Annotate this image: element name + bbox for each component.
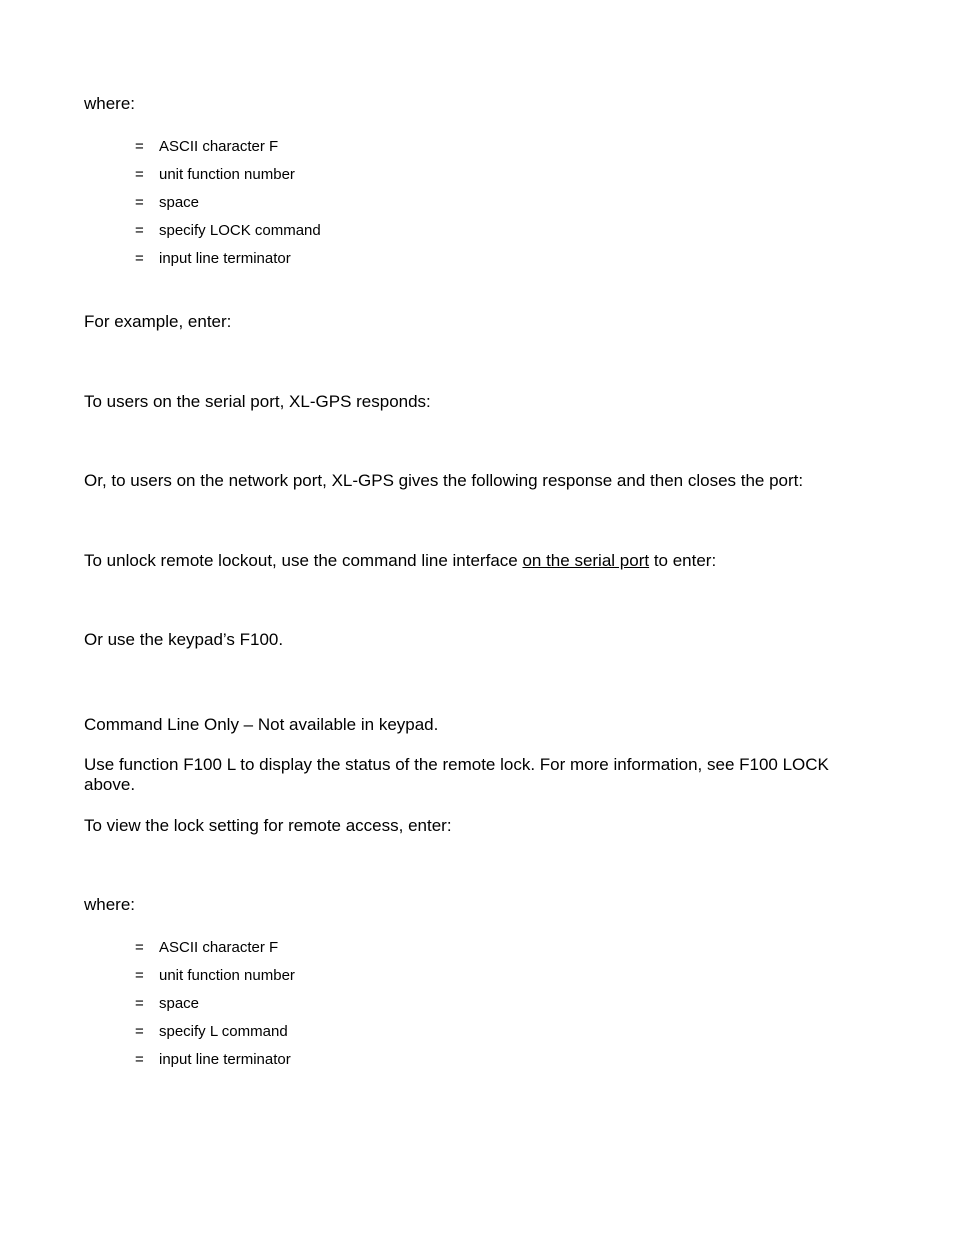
- definition-text: ASCII character F: [159, 939, 279, 956]
- definition-item: [135, 138, 278, 156]
- equals-sign: =: [135, 1051, 144, 1068]
- equals-sign: =: [135, 939, 144, 956]
- definition-item: [135, 194, 199, 212]
- definition-text: space: [159, 194, 200, 211]
- network-response-text: Or, to users on the network port, XL-GPS gives the following response and then closes the port:: [84, 471, 804, 490]
- equals-sign: =: [135, 138, 144, 155]
- definition-item: [135, 939, 278, 957]
- equals-sign: =: [135, 250, 144, 267]
- equals-sign: =: [135, 1023, 144, 1040]
- definition-text: unit function number: [159, 967, 295, 984]
- for-example-text: For example, enter:: [84, 312, 232, 331]
- where-label: where:: [84, 94, 136, 113]
- definition-text: specify LOCK command: [159, 222, 321, 239]
- serial-response-text: To users on the serial port, XL-GPS responds:: [84, 392, 431, 411]
- use-function-text: Use function F100 L to display the status of the remote lock. For more information, see F100 LOCK above.: [84, 755, 829, 794]
- unlock-text-before: To unlock remote lockout, use the command line interface: [84, 551, 523, 570]
- equals-sign: =: [135, 166, 144, 183]
- definition-item: [135, 250, 291, 268]
- definition-item: [135, 967, 295, 985]
- serial-port-underlined: on the serial port: [522, 551, 650, 570]
- definition-item: [135, 222, 321, 240]
- keypad-text: Or use the keypad’s F100.: [84, 630, 284, 649]
- equals-sign: =: [135, 967, 144, 984]
- equals-sign: =: [135, 995, 144, 1012]
- view-lock-text: To view the lock setting for remote access, enter:: [84, 816, 452, 835]
- definition-text: unit function number: [159, 166, 295, 183]
- definition-text: specify L command: [159, 1023, 288, 1040]
- definition-text: input line terminator: [159, 1051, 291, 1068]
- definition-text: space: [159, 995, 200, 1012]
- unlock-text-after: to enter:: [649, 551, 717, 570]
- definition-item: [135, 1051, 291, 1069]
- unlock-paragraph: [84, 551, 716, 571]
- where-label: where:: [84, 895, 136, 914]
- definition-item: [135, 1023, 288, 1041]
- equals-sign: =: [135, 222, 144, 239]
- definition-text: ASCII character F: [159, 138, 279, 155]
- command-line-only-text: Command Line Only – Not available in keypad.: [84, 715, 439, 734]
- definition-item: [135, 995, 199, 1013]
- definition-item: [135, 166, 295, 184]
- equals-sign: =: [135, 194, 144, 211]
- definition-text: input line terminator: [159, 250, 291, 267]
